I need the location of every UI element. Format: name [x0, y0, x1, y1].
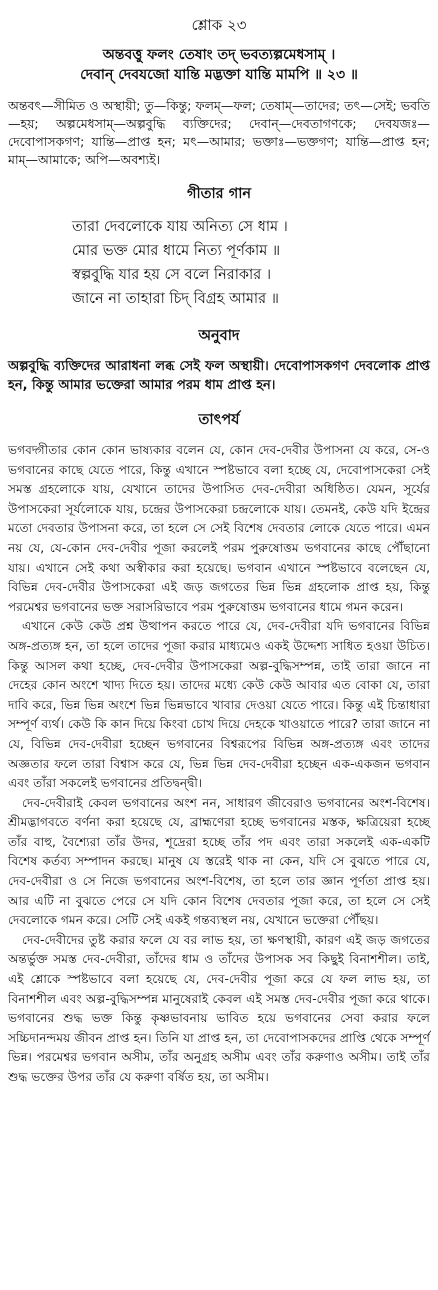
purport-paragraph-2: এখানে কেউ কেউ প্রশ্ন উত্থাপন করতে পারে যে, দেব-দেবীরা যদি ভগবানের বিভিন্ন অঙ্গ-প্রত্যঙ্গ হন, তা হলে তাদের পূজা করার মাধ্যমেও একই উদ্দেশ্য সাধিত হওয়া উচিত। কিন্তু আসল কথা হচ্ছে, দেব-দেবীর উপাসকেরা অল্প-বুদ্ধিসম্পন্ন, তাই তারা জানে না দেহের কোন অংশে খাদ্য দিতে হয়। তাদের মধ্যে কেউ কেউ আবার এত বোকা যে, তারা দাবি করে, ভিন্ন ভিন্ন অংশে ভিন্ন ভিন্নভাবে খাবার দেওয়া যেতে পারে। কিন্তু এই চিন্তাধারা সম্পূর্ণ ব্যর্থ। কেউ কি কান দিয়ে কিংবা চোখ দিয়ে দেহকে খাওয়াতে পারে? তারা জানে না যে, বিভিন্ন দেব-দেবীরা হচ্ছেন ভগবানের বিশ্বরূপের বিভিন্ন অঙ্গ-প্রত্যঙ্গ এবং তাদের অজ্ঞতার ফলে তারা বিশ্বাস করে যে, ভিন্ন ভিন্ন দেব-দেবীরা হচ্ছেন এক-একজন ভগবান এবং তাঁরা সকলেই ভগবানের প্রতিদ্বন্দ্বী। — [8, 619, 430, 791]
purport-paragraph-3: দেব-দেবীরাই কেবল ভগবানের অংশ নন, সাধারণ জীবেরাও ভগবানের অংশ-বিশেষ। শ্রীমদ্ভাগবতে বর্ণনা করা হয়েছে যে, ব্রাহ্মণেরা হচ্ছে ভগবানের মস্তক, ক্ষত্রিয়েরা হচ্ছে তাঁর বাহু, বৈশ্যেরা তাঁর উদর, শূদ্রেরা হচ্ছে তাঁর পদ এবং তারা সকলেই এক-একটি বিশেষ কর্তব্য সম্পাদন করছে। মানুষ যে স্তরেই থাক না কেন, যদি সে বুঝতে পারে যে, দেব-দেবীরা ও সে নিজে ভগবানের অংশ-বিশেষ, তা হলে তার জ্ঞান পূর্ণতা প্রাপ্ত হয়। আর এটি না বুঝতে পেরে সে যদি কোন বিশেষ দেবতার পূজা করে, তা হলে সে সেই দেবলোকে গমন করে। সেটি সেই একই গন্তব্যস্থল নয়, যেখানে ভক্তেরা পৌঁছয়। — [8, 795, 430, 928]
purport-paragraph-4: দেব-দেবীদের তুষ্ট করার ফলে যে বর লাভ হয়, তা ক্ষণস্থায়ী, কারণ এই জড় জগতের অন্তর্ভুক্ত সমস্ত দেব-দেবীরা, তাঁদের ধাম ও তাঁদের উপাসক সব কিছুই বিনাশশীল। তাই, এই শ্লোকে স্পষ্টভাবে বলা হয়েছে যে, দেব-দেবীর পূজা করে যে ফল লাভ হয়, তা বিনাশশীল এবং অল্প-বুদ্ধিসম্পন্ন মানুষেরাই কেবল এই সমস্ত দেব-দেবীর পূজা করে থাকে। ভগবানের শুদ্ধ ভক্ত কিন্তু কৃষ্ণভাবনায় ভাবিত হয়ে ভগবানের সেবা করার ফলে সচ্চিদানন্দময় জীবন প্রাপ্ত হন। তিনি যা প্রাপ্ত হন, তা দেবোপাসকদের প্রাপ্তি থেকে সম্পূর্ণ ভিন্ন। পরমেশ্বর ভগবান অসীম, তাঁর অনুগ্রহ অসীম এবং তাঁর করুণাও অসীম। তাই তাঁর শুদ্ধ ভক্তের উপর তাঁর যে করুণা বর্ষিত হয়, তা অসীম। — [8, 932, 430, 1084]
purport-paragraph-1: ভগবদ্গীতার কোন কোন ভাষ্যকার বলেন যে, কোন দেব-দেবীর উপাসনা যে করে, সে-ও ভগবানের কাছে যেতে পারে, কিন্তু এখানে স্পষ্টভাবে বলা হচ্ছে যে, দেবোপাসকেরা সেই সমস্ত গ্রহলোকে যায়, যেখানে তাদের উপাসিত দেব-দেবীরা অধিষ্ঠিত। যেমন, সূর্যের উপাসকেরা সূর্যলোকে যায়, চন্দ্রের উপাসকেরা চন্দ্রলোকে যায়। তেমনই, কেউ যদি ইন্দ্রের মতো দেবতার উপাসনা করে, তা হলে সে সেই বিশেষ দেবতার লোকে যেতে পারে। এমন নয় যে, যে-কোন দেব-দেবীর পূজা করলেই পরম পুরুষোত্তম ভগবানের কাছে পৌঁছানো যায়। এখানে সেই কথা অস্বীকার করা হয়েছে। ভগবান এখানে স্পষ্টভাবে বলেছেন যে, বিভিন্ন দেব-দেবীর উপাসকেরা এই জড় জগতের ভিন্ন ভিন্ন গ্রহলোক প্রাপ্ত হয়, কিন্তু পরমেশ্বর ভগবানের ভক্ত সরাসরিভাবে পরম পুরুষোত্তম ভগবানের ধামে গমন করেন। — [8, 443, 430, 614]
song-line-2: মোর ভক্ত মোর ধামে নিত্য পূর্ণকাম ॥ — [72, 243, 281, 259]
song-line-1: তারা দেবলোকে যায় অনিত্য সে ধাম । — [72, 219, 288, 235]
verse-line-2: দেবান্ দেবযজো যান্তি মদ্ভক্তা যান্তি মামপি ॥ ২৩ ॥ — [80, 67, 358, 83]
translation-title: অনুবাদ — [198, 328, 240, 344]
purport-body — [8, 441, 430, 1088]
song-line-4: জানে না তাহারা চিদ্ বিগ্রহ আমার ॥ — [72, 291, 279, 307]
verse-line-1: অন্তবত্তু ফলং তেষাং তদ্ ভবত্যল্পমেধসাম্ । — [102, 47, 336, 63]
translation-text: অল্পবুদ্ধি ব্যক্তিদের আরাধনা লব্ধ সেই ফল অস্থায়ী। দেবোপাসকগণ দেবলোক প্রাপ্ত হন, কিন্তু আমার ভক্তেরা আমার পরম ধাম প্রাপ্ত হন। — [8, 359, 430, 393]
song-verse — [8, 215, 430, 311]
word-meanings: অন্তবৎ—সীমিত ও অস্থায়ী; তু—কিন্তু; ফলম্—ফল; তেষাম্—তাদের; তৎ—সেই; ভবতি—হয়; অল্পমেধসাম্—অল্পবুদ্ধি ব্যক্তিদের; দেবান্—দেবতাগণকে; দেবযজঃ—দেবোপাসকগণ; যান্তি—প্রাপ্ত হন; মৎ—আমার; ভক্তাঃ—ভক্তগণ; যান্তি—প্রাপ্ত হন; মাম্—আমাকে; অপি—অবশ্যই। — [8, 98, 430, 167]
song-line-3: স্বল্পবুদ্ধি যার হয় সে বলে নিরাকার । — [72, 267, 272, 283]
song-title: গীতার গান — [186, 186, 252, 202]
purport-title: তাৎপর্য — [198, 412, 240, 428]
sanskrit-verse — [8, 45, 430, 85]
shloka-label: শ্লোক ২৩ — [191, 16, 247, 34]
